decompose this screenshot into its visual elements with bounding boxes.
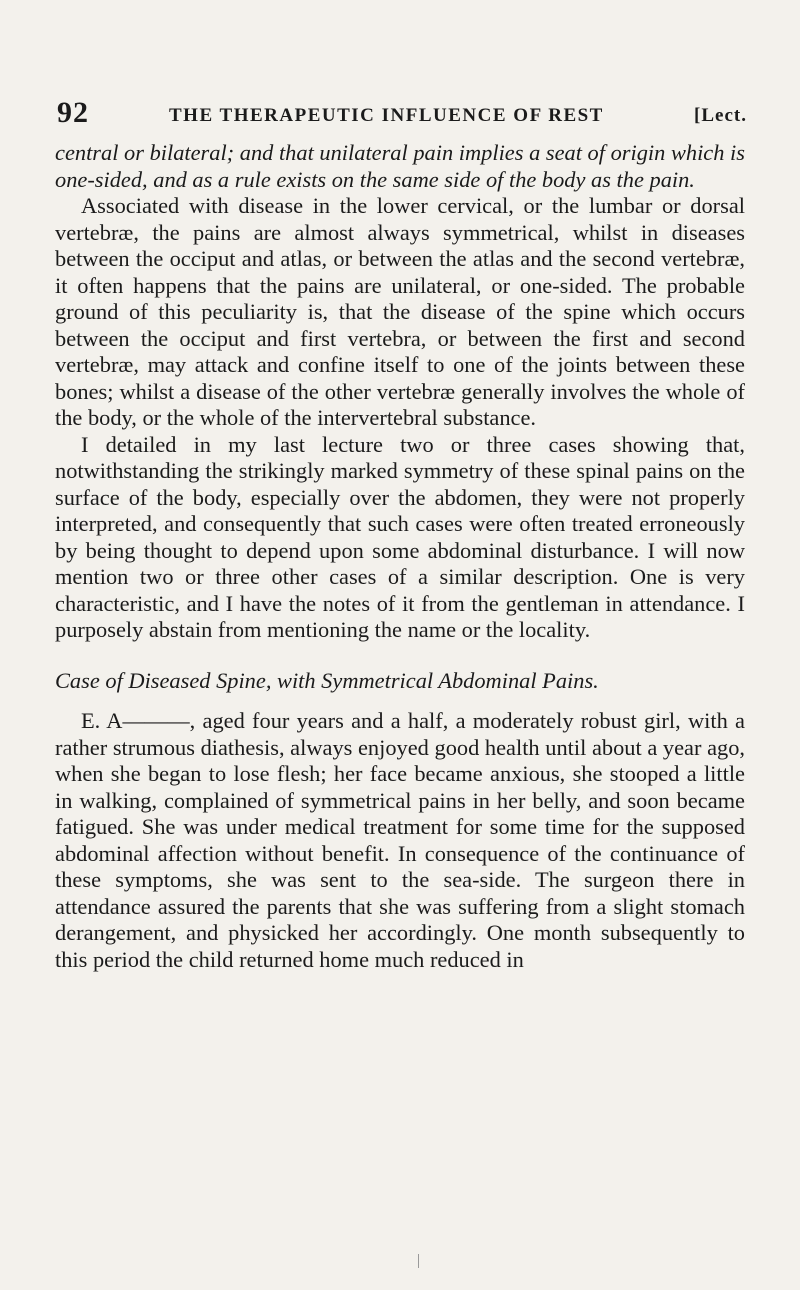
paragraph-case: E. A———, aged four years and a half, a moderately robust girl, with a rather strumous diathesis, always enjoyed good health until about a year ago, when she began to lose flesh; her face became anxious, she stooped a little in walking, complained of symmetrical pains in her belly, and soon became fatigued. She was under medical treatment for some time for the supposed abdominal affection without benefit. In consequence of the continuance of these symptoms, she was sent to the sea-side. The surgeon there in attendance assured the parents that she was suffering from a slight stomach derangement, and physicked her accordingly. One month subsequently to this period the child returned home much reduced in (55, 708, 745, 972)
paragraph-detailed: I detailed in my last lecture two or three cases showing that, notwithstanding the strikingly marked symmetry of these spinal pains on the surface of the body, especially over the abdomen, they were not properly interpreted, and consequently that such cases were often treated erroneously by being thought to depend upon some abdominal disturbance. I will now mention two or three other cases of a similar description. One is very characteristic, and I have the notes of it from the gentleman in attendance. I purposely abstain from mentioning the name or the locality. (55, 431, 745, 642)
body-text (55, 140, 745, 973)
page-number: 92 (57, 96, 89, 129)
page-header (57, 96, 747, 132)
paragraph-associated: Associated with disease in the lower cervical, or the lumbar or dorsal vertebræ, the pains are almost always symmetrical, whilst in diseases between the occiput and atlas, or between the atlas and the second vertebræ, it often happens that the pains are unilateral, or one-sided. The probable ground of this peculiarity is, that the disease of the spine which occurs between the occiput and first vertebra, or between the first and second vertebræ, may attack and confine itself to one of the joints between these bones; whilst a disease of the other vertebræ generally involves the whole of the body, or the whole of the intervertebral substance. (55, 193, 745, 430)
case-heading: Case of Diseased Spine, with Symmetrical Abdominal Pains. (55, 667, 599, 693)
paragraph-intro: central or bilateral; and that unilateral pain implies a seat of origin which is one-sided, and as a rule exists on the same side of the body as the pain. (55, 140, 745, 192)
running-section: [Lect. (694, 105, 747, 126)
running-title: THE THERAPEUTIC INFLUENCE OF REST (169, 105, 604, 126)
page-mark (418, 1254, 419, 1268)
